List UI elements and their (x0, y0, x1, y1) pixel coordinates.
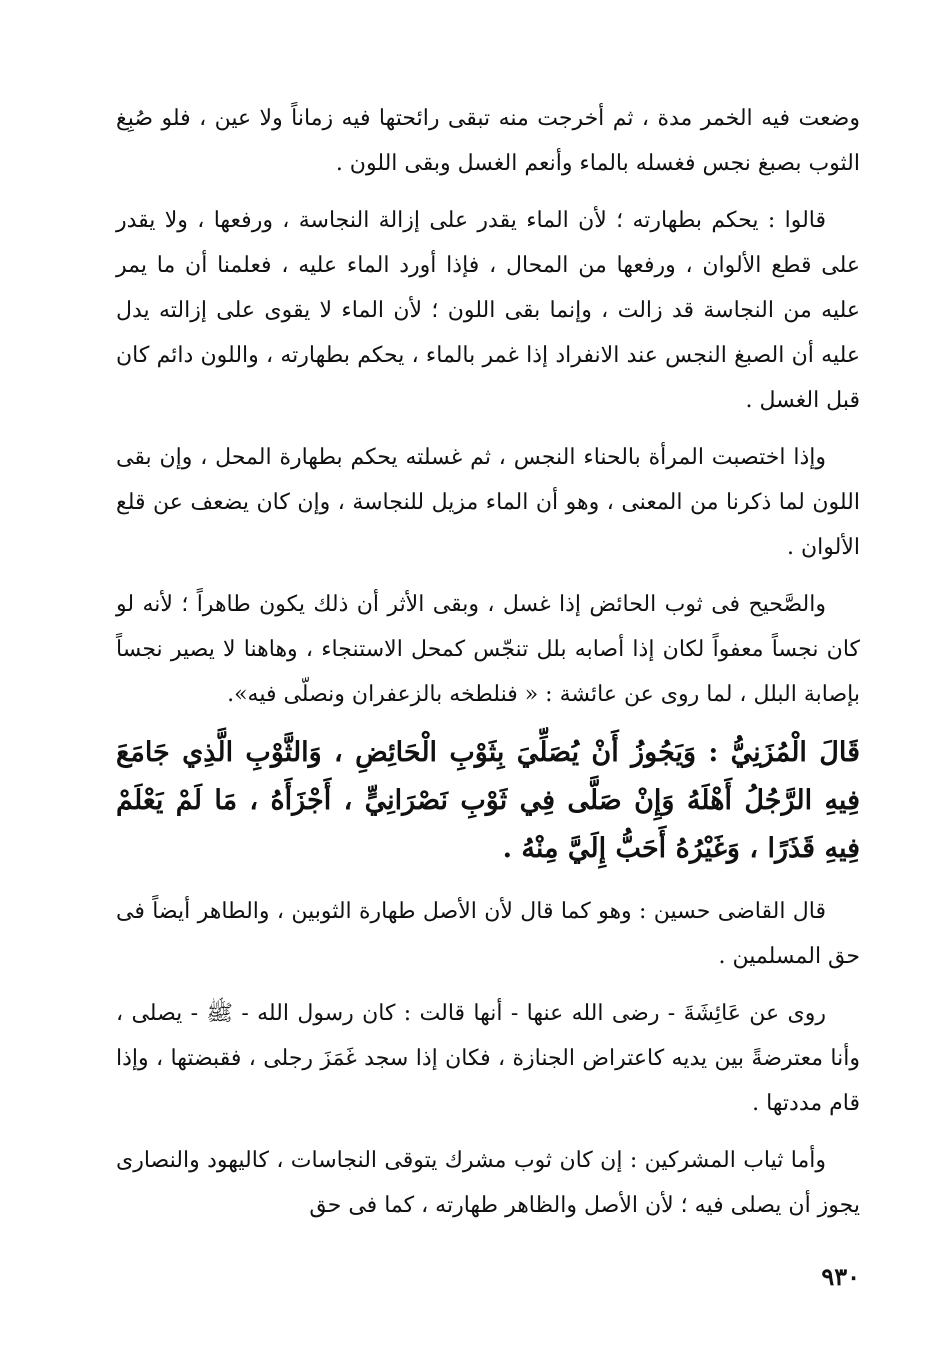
paragraph-4: والصَّحيح فى ثوب الحائض إذا غسل ، وبقى الأثر أن ذلك يكون طاهراً ؛ لأنه لو كان نجساً معفواً لكان إذا أصابه بلل تنجّس كمحل الاستنجاء ، وهاهنا لا يصير نجساً بإصابة البلل ، لما روى عن عائشة : « فنلطخه بالزعفران ونصلّى فيه». (116, 592, 860, 707)
paragraph-7: وأما ثياب المشركين : إن كان ثوب مشرك يتوقى النجاسات ، كاليهود والنصارى يجوز أن يصلى فيه ؛ لأن الأصل والظاهر طهارته ، كما فى حق (116, 1148, 860, 1218)
paragraph-3: وإذا اختصبت المرأة بالحناء النجس ، ثم غسلته يحكم بطهارة المحل ، وإن بقى اللون لما ذكرنا من المعنى ، وهو أن الماء مزيل للنجاسة ، وإن كان يضعف عن قلع الألوان . (116, 445, 860, 560)
page-number: ٩٣٠ (821, 1262, 860, 1291)
paragraph-6: روى عن عَائِشَةَ - رضى الله عنها - أنها قالت : كان رسول الله - ﷺ - يصلى ، وأنا معترضةً بين يديه كاعتراض الجنازة ، فكان إذا سجد غَمَزَ رجلى ، فقبضتها ، وإذا قام مددتها . (116, 1001, 860, 1116)
matn-text: قَالَ الْمُزَنِيُّ : وَيَجُوزُ أَنْ يُصَلِّيَ بِثَوْبِ الْحَائِضِ ، وَالثَّوْبِ الَّذِي جَامَعَ فِيهِ الرَّجُلُ أَهْلَهُ وَإِنْ صَلَّى فِي ثَوْبِ نَصْرَانِيٍّ ، أَجْزَأَهُ ، مَا لَمْ يَعْلَمْ فِيهِ قَذَرًا ، وَغَيْرُهُ أَحَبُّ إِلَيَّ مِنْهُ . (116, 737, 860, 864)
paragraph-2: قالوا : يحكم بطهارته ؛ لأن الماء يقدر على إزالة النجاسة ، ورفعها ، ولا يقدر على قطع الألوان ، ورفعها من المحال ، فإذا أورد الماء عليه ، فعلمنا أن ما يمر عليه من النجاسة قد زالت ، وإنما بقى اللون ؛ لأن الماء لا يقوى على إزالته يدل عليه أن الصبغ النجس عند الانفراد إذا غمر بالماء ، يحكم بطهارته ، واللون دائم كان قبل الغسل . (116, 208, 860, 413)
paragraph-1: وضعت فيه الخمر مدة ، ثم أخرجت منه تبقى رائحتها فيه زماناً ولا عين ، فلو صُبِغ الثوب بصبغ نجس فغسله بالماء وأنعم الغسل وبقى اللون . (116, 106, 860, 176)
paragraph-5: قال القاضى حسين : وهو كما قال لأن الأصل طهارة الثوبين ، والطاهر أيضاً فى حق المسلمين . (116, 899, 860, 969)
